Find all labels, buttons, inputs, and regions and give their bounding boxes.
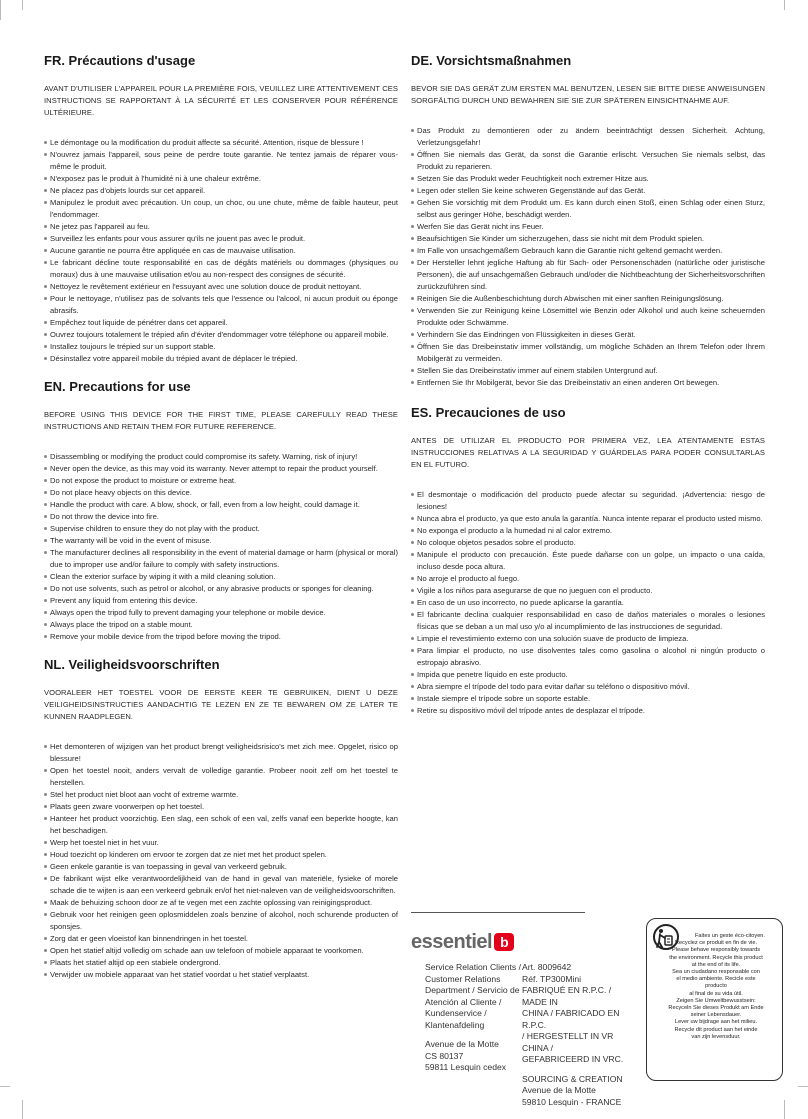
list-item: Ouvrez toujours totalement le trépied afin d'éviter d'endommager votre téléphone ou appareil mobile.	[44, 329, 398, 341]
list-item: De fabrikant wijst elke verantwoordelijkheid van de hand in geval van materiële, fysieke of morele schade die te wijten is aan een verkeerd gebruik en/of het niet-naleven van de veiligheidsvoorschriften.	[44, 873, 398, 897]
list-item: Instale siempre el trípode sobre un soporte estable.	[411, 693, 765, 705]
list-item: Stellen Sie das Dreibeinstativ immer auf einem stabilen Untergrund auf.	[411, 365, 765, 377]
list-item: Werp het toestel niet in het vuur.	[44, 837, 398, 849]
text-line: Zeigen Sie Umweltbewusstsein:	[676, 997, 756, 1004]
crop-mark	[798, 1086, 808, 1087]
list-item: Pour le nettoyage, n'utilisez pas de solvants tels que l'essence ou l'alcool, ni aucun produit ou éponge abrasifs.	[44, 293, 398, 317]
list-item: No arroje el producto al fuego.	[411, 573, 765, 585]
list-item: N'exposez pas le produit à l'humidité ni à une chaleur extrême.	[44, 173, 398, 185]
list-item: Reinigen Sie die Außenbeschichtung durch Abwischen mit einer sanften Reinigungslösung.	[411, 293, 765, 305]
list-item: Le fabricant décline toute responsabilité en cas de dégâts matériels ou dommages (physiques ou moraux) dus à une mauvaise utilisation et/ou au non-respect des consignes de sécurité.	[44, 257, 398, 281]
section-title: NL. Veiligheidsvoorschriften	[44, 657, 220, 672]
section-title: DE. Vorsichtsmaßnahmen	[411, 53, 572, 68]
footer-divider	[411, 912, 585, 913]
section-de	[411, 53, 765, 389]
list-item: Vigile a los niños para asegurarse de que no jueguen con el producto.	[411, 585, 765, 597]
text-line: Réf. TP300Mini	[522, 973, 582, 984]
section-title: EN. Precautions for use	[44, 379, 191, 394]
text-line: Please behave responsibly towards	[672, 947, 760, 954]
section-es	[411, 405, 765, 717]
text-line: Recyclez ce produit en fin de vie.	[674, 940, 758, 947]
list-item: Nunca abra el producto, ya que esto anula la garantía. Nunca intente reparar el producto usted mismo.	[411, 513, 765, 525]
list-item: Manipule el producto con precaución. Éste puede dañarse con un golpe, un impacto o una caída, incluso desde poca altura.	[411, 549, 765, 573]
list-item: Installez toujours le trépied sur un support stable.	[44, 341, 398, 353]
list-item: Abra siempre el trípode del todo para evitar dañar su teléfono o dispositivo móvil.	[411, 681, 765, 693]
section-intro: BEFORE USING THIS DEVICE FOR THE FIRST TIME, PLEASE CAREFULLY READ THESE INSTRUCTIONS AND RETAIN THEM FOR FUTURE REFERENCE.	[44, 410, 398, 431]
precaution-list	[411, 489, 765, 717]
crop-mark	[0, 1086, 10, 1087]
brand-name: essentiel	[411, 930, 493, 953]
product-lines	[522, 962, 632, 1066]
text-line: CS 80137	[425, 1050, 464, 1061]
list-item: Le démontage ou la modification du produit affecte sa sécurité. Attention, risque de blessure !	[44, 137, 398, 149]
list-item: Houd toezicht op kinderen om ervoor te zorgen dat ze niet met het product spelen.	[44, 849, 398, 861]
list-item: Legen oder stellen Sie keine schweren Gegenstände auf das Gerät.	[411, 185, 765, 197]
brand-logo	[411, 930, 514, 954]
text-line: CHINA / FABRICADO EN R.P.C.	[522, 1008, 620, 1030]
text-line: al final de su vida útil.	[689, 990, 743, 997]
service-lines	[425, 962, 533, 1031]
section-intro: ANTES DE UTILIZAR EL PRODUCTO POR PRIMERA VEZ, LEA ATENTAMENTE ESTAS INSTRUCCIONES RELATIVAS A LA SEGURIDAD Y GUÁRDELAS PARA PODER CONSULTARLAS EN EL FUTURO.	[411, 436, 765, 469]
address-lesquin-cedex	[425, 1039, 533, 1074]
brand-badge: b	[494, 933, 514, 951]
list-item: Open het toestel nooit, anders vervalt de volledige garantie. Probeer nooit zelf om het toestel te herstellen.	[44, 765, 398, 789]
recycle-notice	[646, 918, 783, 1081]
list-item: Plaats geen zware voorwerpen op het toestel.	[44, 801, 398, 813]
text-line: Recyceln Sie dieses Produkt am Ende	[668, 1005, 764, 1012]
text-line: / HERGESTELLT IN VR CHINA /	[522, 1031, 614, 1053]
list-item: Open het statief altijd volledig om schade aan uw telefoon of mobiele apparaat te voorkomen.	[44, 945, 398, 957]
list-item: Maak de behuizing schoon door ze af te vegen met een zachte oplossing van reinigingsproduct.	[44, 897, 398, 909]
list-item: Plaats het statief altijd op een stabiele ondergrond.	[44, 957, 398, 969]
list-item: Always place the tripod on a stable mount.	[44, 619, 398, 631]
list-item: The warranty will be void in the event of misuse.	[44, 535, 398, 547]
text-line: Art. 8009642	[522, 962, 572, 972]
list-item: Zorg dat er geen vloeistof kan binnendringen in het toestel.	[44, 933, 398, 945]
list-item: Im Falle von unsachgemäßem Gebrauch kann die Garantie nicht geltend gemacht werden.	[411, 245, 765, 257]
text-line: Kundenservice /	[425, 1008, 487, 1018]
list-item: No exponga el producto a la humedad ni al calor extremo.	[411, 525, 765, 537]
list-item: Das Produkt zu demontieren oder zu ändern beeinträchtigt dessen Sicherheit. Achtung, Verletzungsgefahr!	[411, 125, 765, 149]
list-item: Beaufsichtigen Sie Kinder um sicherzugehen, dass sie nicht mit dem Produkt spielen.	[411, 233, 765, 245]
text-line: el medio ambiente. Recicle este	[676, 976, 756, 983]
text-line: Faites un geste éco-citoyen.	[695, 933, 765, 939]
text-line: Klantenafdeling	[425, 1019, 485, 1030]
text-line: FABRIQUÉ EN R.P.C. / MADE IN	[522, 985, 612, 1007]
list-item: Désinstallez votre appareil mobile du trépied avant de déplacer le trépied.	[44, 353, 398, 365]
crop-mark	[22, 1100, 23, 1119]
section-intro: BEVOR SIE DAS GERÄT ZUM ERSTEN MAL BENUTZEN, LESEN SIE BITTE DIESE ANWEISUNGEN SORGFÄLTIG DURCH UND BEWAHREN SIE SIE ZUR SPÄTEREN EINSICHTNAHME AUF.	[411, 84, 765, 105]
list-item: El fabricante declina cualquier responsabilidad en caso de daños materiales o morales o lesiones físicas que se deban a un mal uso y/o al incumplimiento de las instrucciones de seguridad.	[411, 609, 765, 633]
section-nl	[44, 657, 398, 981]
list-item: Do not place heavy objects on this device.	[44, 487, 398, 499]
crop-mark	[0, 0, 1, 20]
precaution-list	[44, 741, 398, 981]
text-line: van zijn levensduur.	[691, 1033, 741, 1040]
list-item: Entfernen Sie Ihr Mobilgerät, bevor Sie das Dreibeinstativ an einen anderen Ort bewegen.	[411, 377, 765, 389]
list-item: Handle the product with care. A blow, shock, or fall, even from a low height, could damage it.	[44, 499, 398, 511]
text-line: Atención al Cliente /	[425, 996, 502, 1007]
address-sourcing	[522, 1074, 632, 1109]
text-line: GEFABRICEERD IN VRC.	[522, 1054, 624, 1064]
text-line: Avenue de la Motte	[425, 1039, 499, 1049]
list-item: Hanteer het product voorzichtig. Een slag, een schok of een val, zelfs vanaf een beperkte hoogte, kan het beschadigen.	[44, 813, 398, 837]
product-info-block	[522, 962, 632, 1108]
list-item: Geen enkele garantie is van toepassing in geval van verkeerd gebruik.	[44, 861, 398, 873]
text-line: SOURCING & CREATION	[522, 1073, 623, 1084]
list-item: Nettoyez le revêtement extérieur en l'essuyant avec une solution douce de produit nettoyant.	[44, 281, 398, 293]
right-column	[411, 53, 765, 731]
list-item: N'ouvrez jamais l'appareil, sous peine de perdre toute garantie. Ne tentez jamais de réparer vous-même le produit.	[44, 149, 398, 173]
precaution-list	[411, 125, 765, 389]
list-item: Surveillez les enfants pour vous assurer qu'ils ne jouent pas avec le produit.	[44, 233, 398, 245]
text-line: seiner Lebensdauer.	[690, 1012, 742, 1019]
list-item: No coloque objetos pesados sobre el producto.	[411, 537, 765, 549]
precaution-list	[44, 137, 398, 365]
list-item: Always open the tripod fully to prevent damaging your telephone or mobile device.	[44, 607, 398, 619]
crop-mark	[784, 1100, 785, 1119]
list-item: Verwenden Sie zur Reinigung keine Lösemittel wie Benzin oder Alkohol und auch keine scheuernden Produkte oder Schwämme.	[411, 305, 765, 329]
list-item: Het demonteren of wijzigen van het product brengt veiligheidsrisico's met zich mee. Opgelet, risico op blessure!	[44, 741, 398, 765]
list-item: Remove your mobile device from the tripod before moving the tripod.	[44, 631, 398, 643]
text-line: producto	[705, 983, 727, 990]
list-item: Ne placez pas d'objets lourds sur cet appareil.	[44, 185, 398, 197]
text-line: at the end of its life.	[691, 961, 741, 968]
list-item: Manipulez le produit avec précaution. Un coup, un choc, ou une chute, même de faible hauteur, peut l'endommager.	[44, 197, 398, 221]
section-title: FR. Précautions d'usage	[44, 53, 196, 68]
list-item: Para limpiar el producto, no use disolventes tales como gasolina o alcohol ni ningún producto o estropajo abrasivo.	[411, 645, 765, 669]
list-item: Do not use solvents, such as petrol or alcohol, or any abrasive products or sponges for cleaning.	[44, 583, 398, 595]
text-line: 59811 Lesquin cedex	[425, 1062, 507, 1072]
list-item: Prevent any liquid from entering this device.	[44, 595, 398, 607]
list-item: The manufacturer declines all responsibility in the event of material damage or harm (physical or moral) due to improper use and/or failure to comply with safety instructions.	[44, 547, 398, 571]
text-line: Department / Servicio de	[425, 985, 520, 995]
list-item: En caso de un uso incorrecto, no puede aplicarse la garantía.	[411, 597, 765, 609]
text-line: Customer Relations	[425, 973, 501, 984]
section-title: ES. Precauciones de uso	[411, 405, 566, 420]
crop-mark	[22, 0, 23, 10]
list-item: Stel het product niet bloot aan vocht of extreme warmte.	[44, 789, 398, 801]
list-item: Clean the exterior surface by wiping it with a mild cleaning solution.	[44, 571, 398, 583]
text-line: Sea un ciudadano responsable con	[672, 969, 760, 976]
list-item: Öffnen Sie niemals das Gerät, da sonst die Garantie erlischt. Versuchen Sie niemals selbst, das Produkt zu reparieren.	[411, 149, 765, 173]
list-item: Werfen Sie das Gerät nicht ins Feuer.	[411, 221, 765, 233]
text-line: Lever uw bijdrage aan het milieu.	[674, 1019, 758, 1026]
list-item: Do not throw the device into fire.	[44, 511, 398, 523]
list-item: Ne jetez pas l'appareil au feu.	[44, 221, 398, 233]
list-item: Empêchez tout liquide de pénétrer dans cet appareil.	[44, 317, 398, 329]
list-item: Öffnen Sie das Dreibeinstativ immer vollständig, um mögliche Schäden an Ihrem Telefon oder Ihrem Mobilgerät zu vermeiden.	[411, 341, 765, 365]
text-line: 59810 Lesquin - FRANCE	[522, 1096, 622, 1107]
precaution-list	[44, 451, 398, 643]
crop-mark	[784, 0, 785, 10]
list-item: El desmontaje o modificación del producto puede afectar su seguridad. ¡Advertencia: riesgo de lesiones!	[411, 489, 765, 513]
left-column	[44, 53, 398, 995]
section-intro: AVANT D'UTILISER L'APPAREIL POUR LA PREMIÈRE FOIS, VEUILLEZ LIRE ATTENTIVEMENT CES INSTRUCTIONS SE RAPPORTANT À LA SÉCURITÉ ET LES CONSERVER POUR RÉFÉRENCE ULTÉRIEURE.	[44, 84, 398, 117]
list-item: Limpie el revestimiento externo con una solución suave de producto de limpieza.	[411, 633, 765, 645]
list-item: Verwijder uw mobiele apparaat van het statief voordat u het statief verplaatst.	[44, 969, 398, 981]
section-fr	[44, 53, 398, 365]
list-item: Setzen Sie das Produkt weder Feuchtigkeit noch extremer Hitze aus.	[411, 173, 765, 185]
recycle-text	[653, 933, 779, 1041]
list-item: Der Hersteller lehnt jegliche Haftung ab für Sach- oder Personenschäden (natürliche oder juristische Personen), die auf unsachgemäßen Gebrauch und/oder die Nichtbeachtung der Sicherheitsvorschriften zurückzuführen sind.	[411, 257, 765, 293]
list-item: Never open the device, as this may void its warranty. Never attempt to repair the product yourself.	[44, 463, 398, 475]
list-item: Verhindern Sie das Eindringen von Flüssigkeiten in dieses Gerät.	[411, 329, 765, 341]
list-item: Retire su dispositivo móvil del trípode antes de desplazar el trípode.	[411, 705, 765, 717]
list-item: Do not expose the product to moisture or extreme heat.	[44, 475, 398, 487]
list-item: Disassembling or modifying the product could compromise its safety. Warning, risk of injury!	[44, 451, 398, 463]
list-item: Gehen Sie vorsichtig mit dem Produkt um. Es kann durch einen Stoß, einen Schlag oder einen Sturz, selbst aus geringer Höhe, beschädigt werden.	[411, 197, 765, 221]
text-line: Service Relation Clients /	[425, 962, 522, 972]
section-intro: VOORALEER HET TOESTEL VOOR DE EERSTE KEER TE GEBRUIKEN, DIENT U DEZE VEILIGHEIDSINSTRUCTIES AANDACHTIG TE LEZEN EN ZE TE BEWAREN OM ZE LATER TE KUNNEN RAADPLEGEN.	[44, 688, 398, 721]
section-en	[44, 379, 398, 643]
text-line: Avenue de la Motte	[522, 1085, 596, 1095]
customer-relations-block	[425, 962, 533, 1074]
text-line: the environment. Recycle this product	[669, 954, 763, 961]
list-item: Gebruik voor het reinigen geen oplosmiddelen zoals benzine of alcohol, noch schurende producten of sponsjes.	[44, 909, 398, 933]
list-item: Supervise children to ensure they do not play with the product.	[44, 523, 398, 535]
text-line: Recycle dit product aan het einde	[674, 1026, 758, 1033]
list-item: Impida que penetre líquido en este producto.	[411, 669, 765, 681]
list-item: Aucune garantie ne pourra être appliquée en cas de mauvaise utilisation.	[44, 245, 398, 257]
